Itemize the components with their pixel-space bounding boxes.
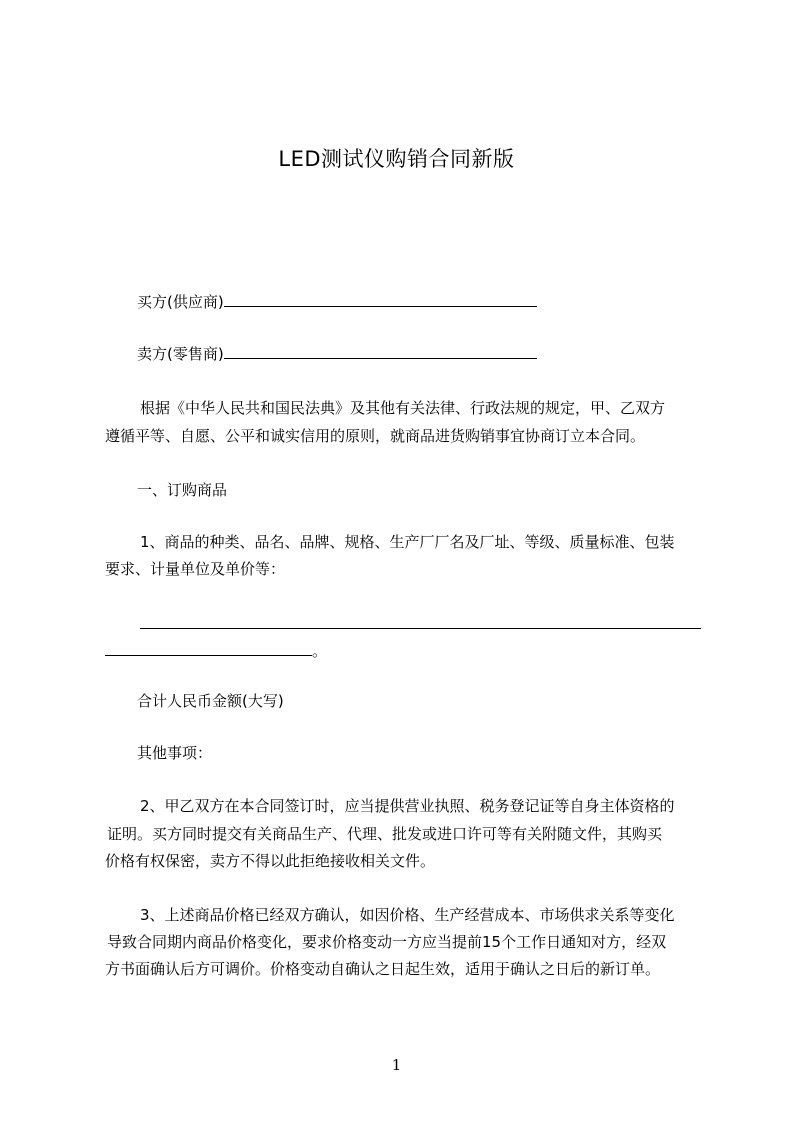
item-2-line-3: 价格有权保密，卖方不得以此拒绝接收相关文件。 xyxy=(105,852,436,870)
item-1-line-2: 要求、计量单位及单价等： xyxy=(105,560,286,578)
seller-label: 卖方(零售商) xyxy=(137,345,224,363)
goods-blank-2 xyxy=(105,641,312,656)
item-1-line-1: 1、商品的种类、品名、品牌、规格、生产厂厂名及厂址、等级、质量标准、包装 xyxy=(140,533,675,551)
buyer-line xyxy=(137,292,537,311)
buyer-label: 买方(供应商) xyxy=(137,293,224,311)
intro-line-2: 遵循平等、自愿、公平和诚实信用的原则，就商品进货购销事宜协商订立本合同。 xyxy=(105,427,646,445)
other-matters-label: 其他事项： xyxy=(137,744,213,762)
goods-blank-line-1 xyxy=(140,614,701,633)
section-1-heading: 一、订购商品 xyxy=(137,481,228,499)
intro-line-1: 根据《中华人民共和国民法典》及其他有关法律、行政法规的规定，甲、乙双方 xyxy=(140,399,666,417)
goods-blank-1 xyxy=(140,614,701,629)
item-2-line-1: 2、甲乙双方在本合同签订时，应当提供营业执照、税务登记证等自身主体资格的 xyxy=(140,797,675,815)
item-3-line-2: 导致合同期内商品价格变化，要求价格变动一方应当提前15个工作日通知对方，经双 xyxy=(107,933,667,951)
buyer-blank xyxy=(224,292,537,307)
total-amount-label: 合计人民币金额(大写) xyxy=(137,692,284,710)
document-title: LED测试仪购销合同新版 xyxy=(278,147,515,171)
goods-blank-line-2 xyxy=(105,641,327,660)
page-number: 1 xyxy=(391,1056,402,1074)
item-3-line-1: 3、上述商品价格已经双方确认，如因价格、生产经营成本、市场供求关系等变化 xyxy=(140,906,675,924)
item-3-line-3: 方书面确认后方可调价。价格变动自确认之日起生效，适用于确认之日后的新订单。 xyxy=(105,960,661,978)
goods-blank-end: 。 xyxy=(312,642,328,660)
item-2-line-2: 证明。买方同时提交有关商品生产、代理、批发或进口许可等有关附随文件，其购买 xyxy=(107,825,663,843)
seller-line xyxy=(137,344,537,363)
seller-blank xyxy=(224,344,537,359)
